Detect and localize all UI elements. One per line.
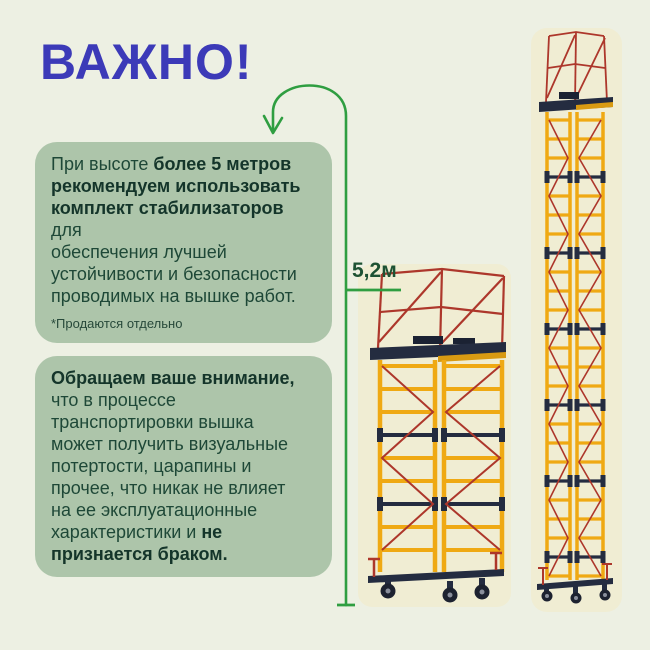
- stabilizer-note-text: При высоте более 5 метров рекомендуем использовать комплект стабилизаторов для обеспечения лучшей устойчивости и безопасности проводимых на вышке работ.: [51, 154, 301, 306]
- height-measure-line: [258, 68, 408, 618]
- sold-separately-footnote: *Продаются отдельно: [51, 316, 183, 331]
- scaffold-tower-tall-image: [531, 28, 622, 612]
- platform: [539, 92, 613, 112]
- transport-note-text: Обращаем ваше внимание, что в процессе транспортировки вышка может получить визуальные потертости, царапины и прочее, что никак не влияет на ее эксплуатационные характеристики и не признается браком.: [51, 368, 295, 564]
- page-title: ВАЖНО!: [40, 34, 253, 90]
- curved-arrow-line: [273, 86, 346, 606]
- height-label: 5,2м: [352, 259, 397, 282]
- tower-card-tall: [531, 28, 622, 612]
- ladder-rungs: [547, 120, 603, 576]
